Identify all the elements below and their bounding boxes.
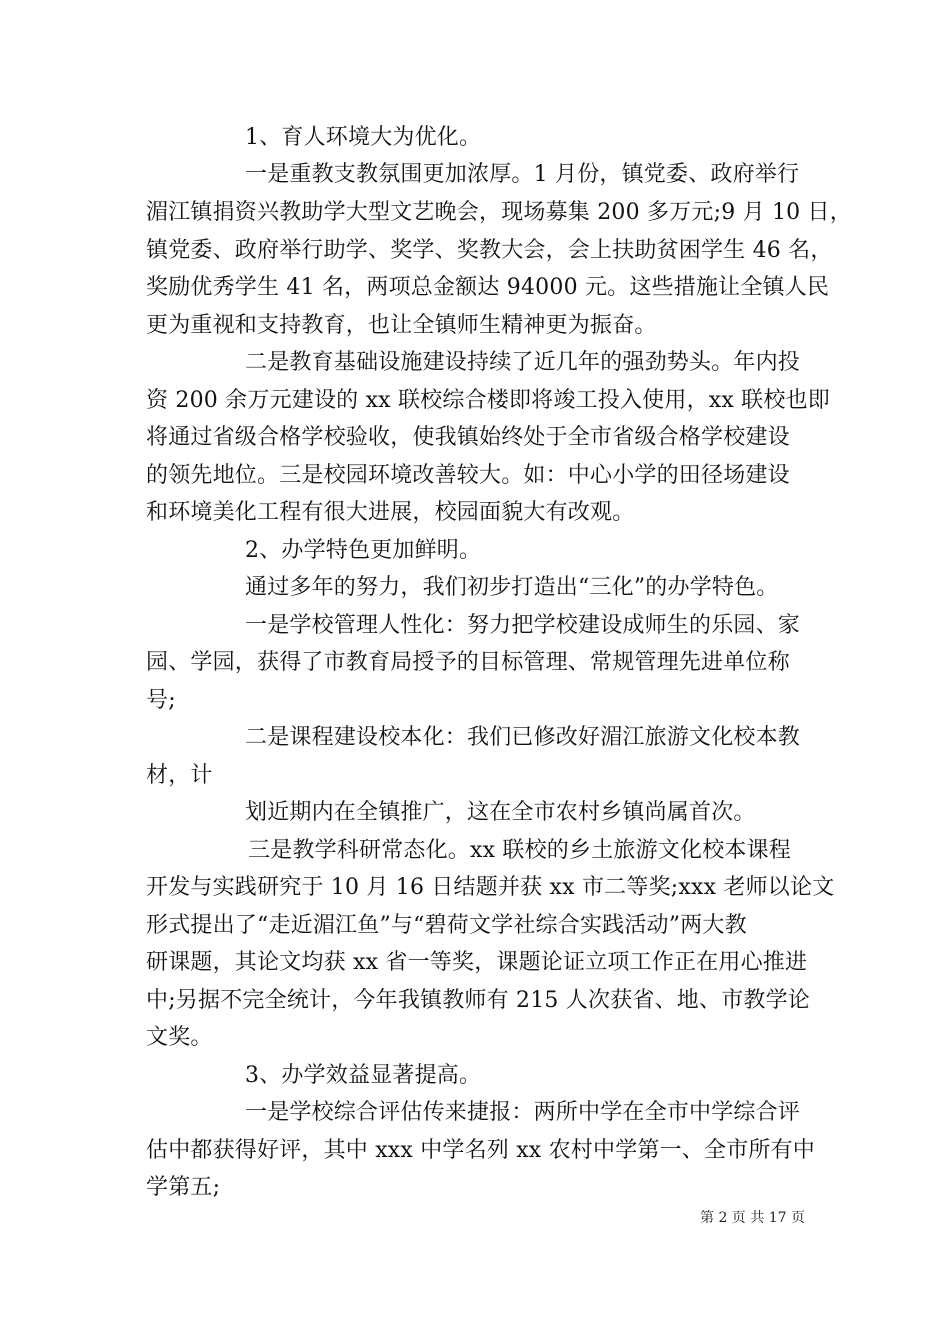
- paragraph-line: 号;: [146, 688, 176, 713]
- paragraph-line: 估中都获得好评，其中 xxx 中学名列 xx 农村中学第一、全市所有中: [146, 1138, 816, 1163]
- paragraph-line: 二是教育基础设施建设持续了近几年的强劲势头。年内投: [245, 350, 801, 375]
- paragraph-line: 研课题，其论文均获 xx 省一等奖，课题论证立项工作正在用心推进: [146, 950, 808, 975]
- paragraph-line: 开发与实践研究于 10 月 16 日结题并获 xx 市二等奖;xxx 老师以论文: [146, 875, 835, 900]
- paragraph-line: 通过多年的努力，我们初步打造出“三化”的办学特色。: [245, 575, 779, 600]
- section-heading-1: 1、育人环境大为优化。: [245, 125, 482, 150]
- paragraph-line: 和环境美化工程有很大进展，校园面貌大有改观。: [146, 500, 635, 525]
- paragraph-line: 湄江镇捐资兴教助学大型文艺晚会，现场募集 200 多万元;9 月 10 日，: [146, 200, 852, 225]
- paragraph-line: 更为重视和支持教育，也让全镇师生精神更为振奋。: [146, 313, 657, 338]
- paragraph-line: 镇党委、政府举行助学、奖学、奖教大会，会上扶助贫困学生 46 名，: [146, 238, 833, 263]
- paragraph-line: 的领先地位。三是校园环境改善较大。如：中心小学的田径场建设: [146, 463, 790, 488]
- paragraph-line: 奖励优秀学生 41 名，两项总金额达 94000 元。这些措施让全镇人民: [146, 275, 830, 300]
- paragraph-line: 形式提出了“走近湄江鱼”与“碧荷文学社综合实践活动”两大教: [146, 913, 747, 938]
- paragraph-line: 一是学校综合评估传来捷报：两所中学在全市中学综合评: [245, 1100, 801, 1125]
- paragraph-line: 中;另据不完全统计，今年我镇教师有 215 人次获省、地、市教学论: [146, 988, 810, 1013]
- paragraph-line: 三是教学科研常态化。xx 联校的乡土旅游文化校本课程: [248, 838, 792, 863]
- section-heading-3: 3、办学效益显著提高。: [245, 1063, 482, 1088]
- paragraph-line: 将通过省级合格学校验收，使我镇始终处于全市省级合格学校建设: [146, 425, 790, 450]
- paragraph-line: 资 200 余万元建设的 xx 联校综合楼即将竣工投入使用，xx 联校也即: [146, 388, 830, 413]
- paragraph-line: 学第五;: [146, 1175, 221, 1200]
- paragraph-line: 划近期内在全镇推广，这在全市农村乡镇尚属首次。: [245, 800, 756, 825]
- paragraph-line: 材，计: [146, 763, 213, 788]
- paragraph-line: 二是课程建设校本化：我们已修改好湄江旅游文化校本教: [245, 725, 801, 750]
- paragraph-line: 一是学校管理人性化：努力把学校建设成师生的乐园、家: [245, 613, 801, 638]
- section-heading-2: 2、办学特色更加鲜明。: [245, 538, 482, 563]
- paragraph-line: 园、学园，获得了市教育局授予的目标管理、常规管理先进单位称: [146, 650, 790, 675]
- page-number-footer: 第 2 页 共 17 页: [700, 1210, 805, 1226]
- paragraph-line: 文奖。: [146, 1025, 213, 1050]
- paragraph-line: 一是重教支教氛围更加浓厚。1 月份，镇党委、政府举行: [245, 162, 800, 187]
